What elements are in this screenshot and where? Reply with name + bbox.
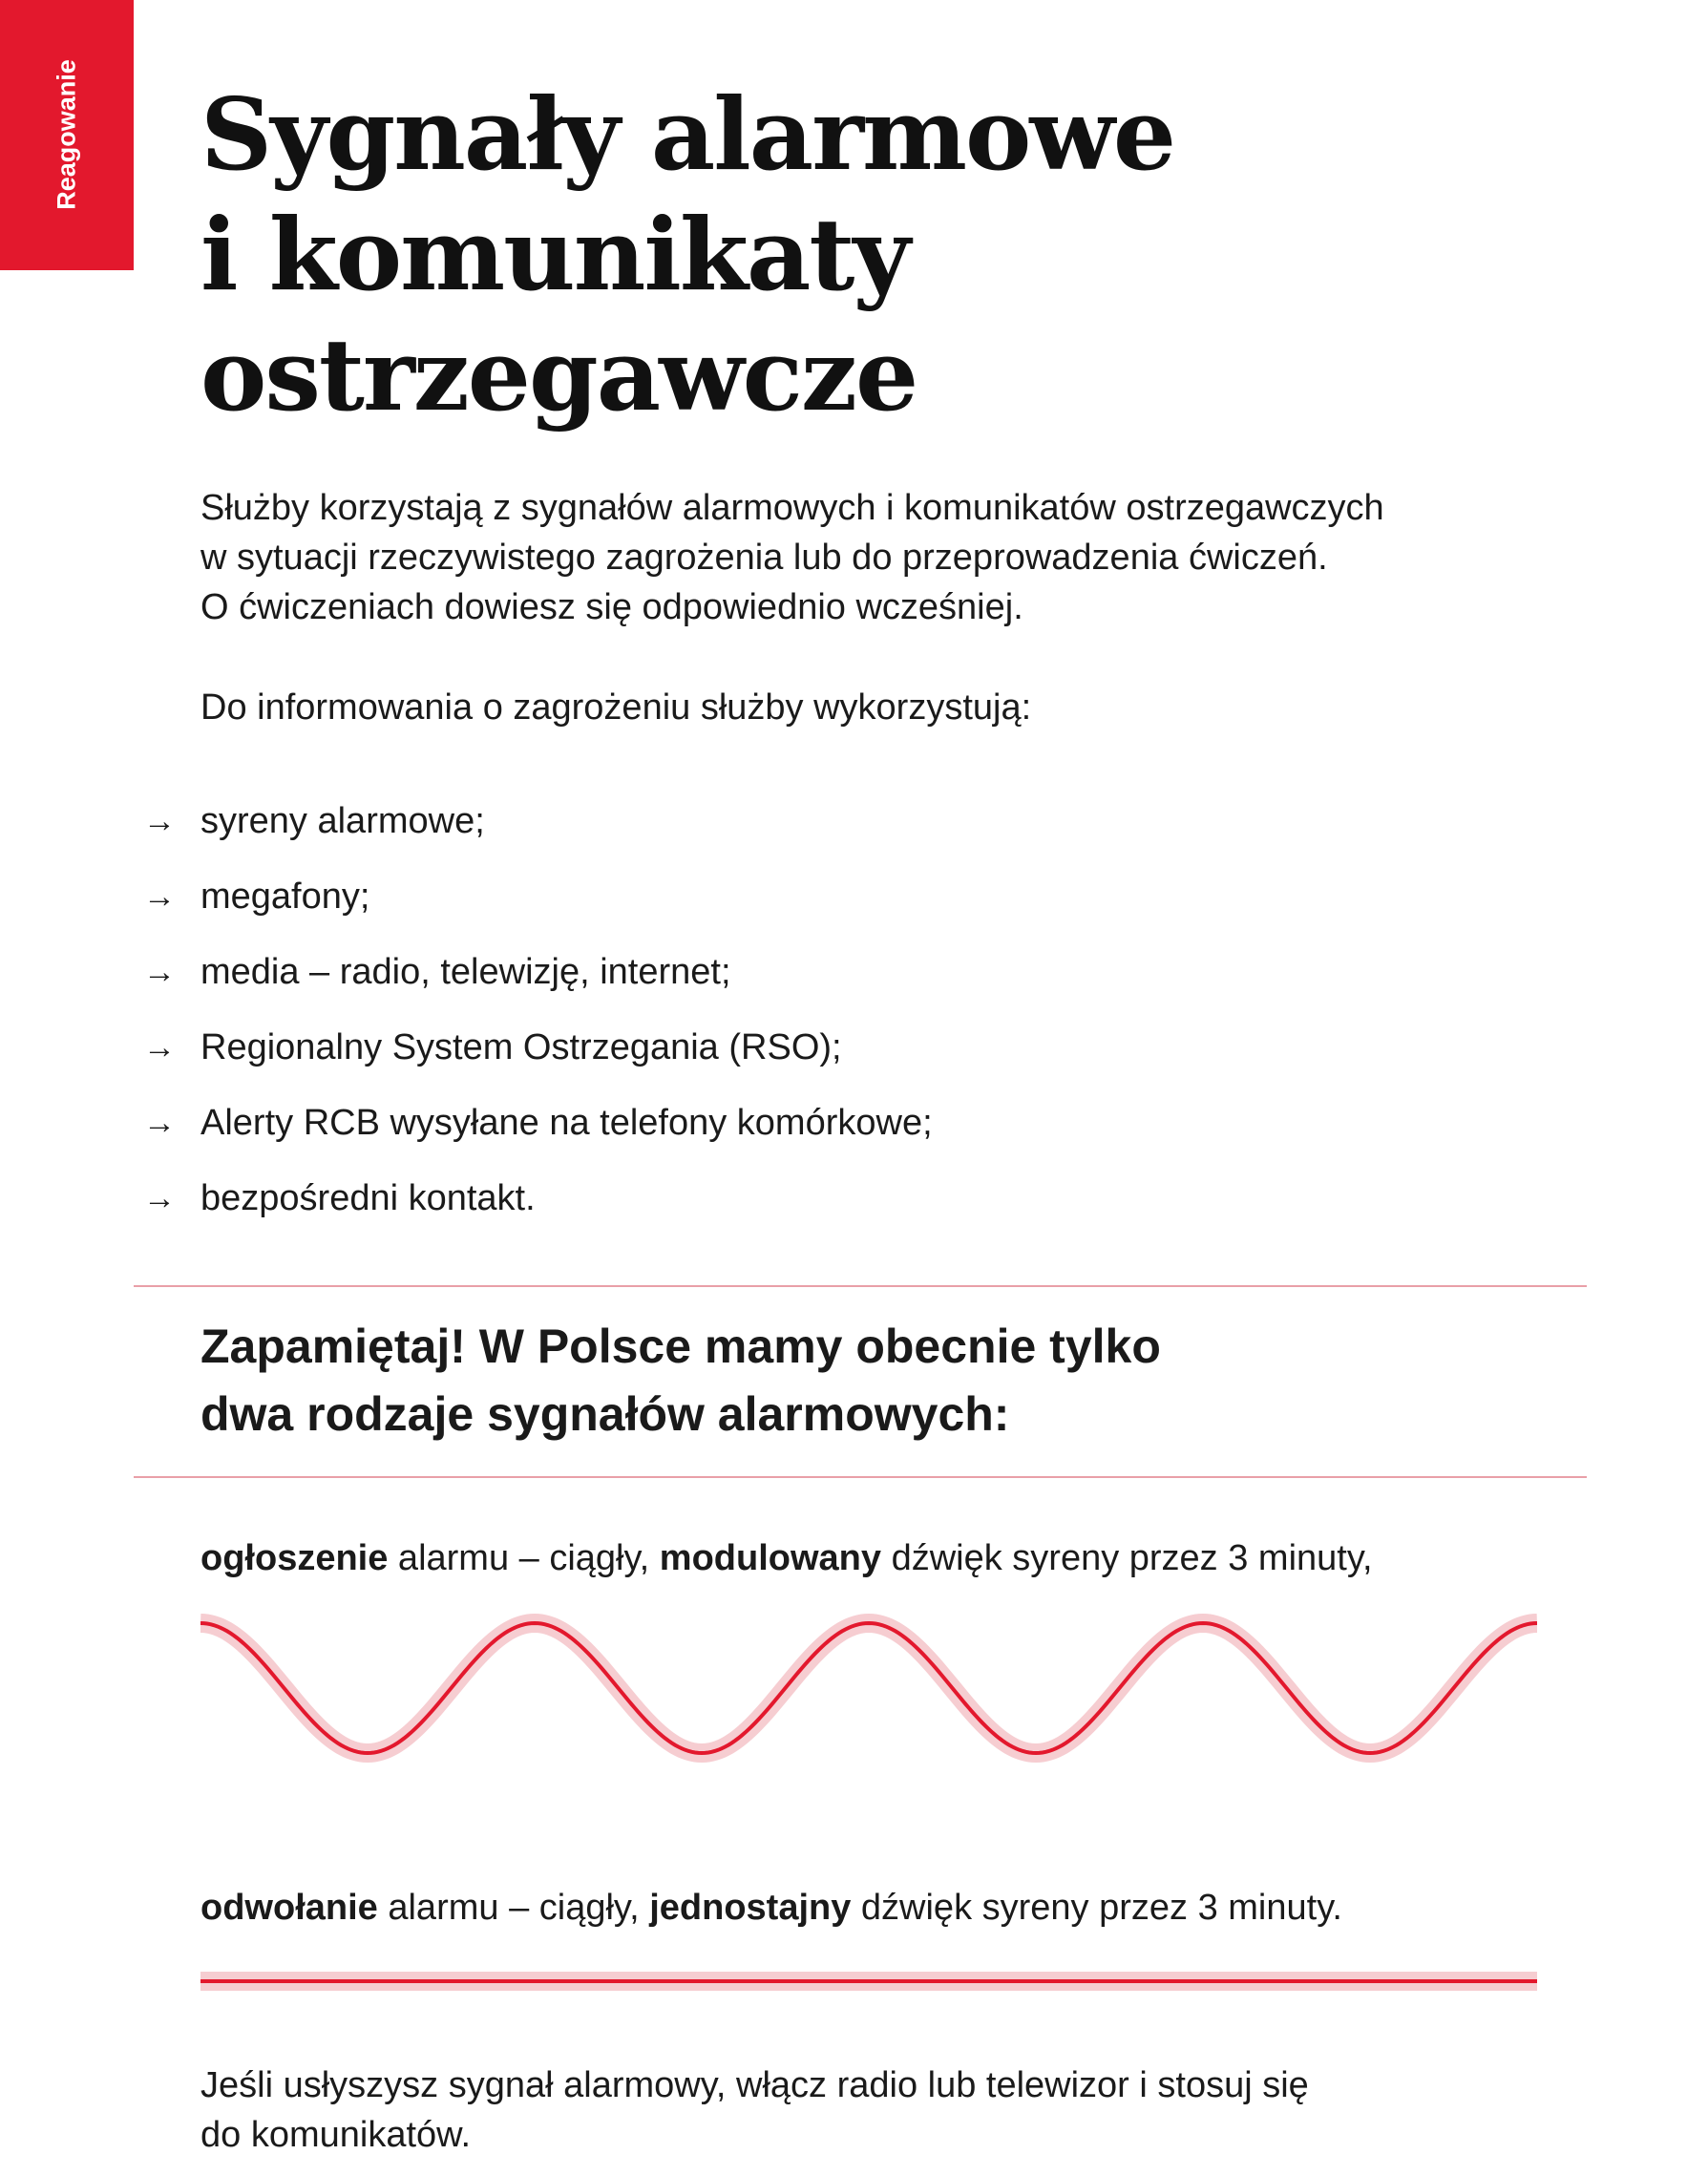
list-item <box>143 1160 933 1236</box>
section-tab-label: Reagowanie <box>52 59 81 210</box>
list-item <box>143 1009 933 1085</box>
modulated-signal-wave <box>200 1602 1537 1774</box>
list-item-text: Regionalny System Ostrzegania (RSO); <box>200 1026 842 1067</box>
intro-line: w sytuacji rzeczywistego zagrożenia lub do przeprowadzenia ćwiczeń. <box>200 538 1328 578</box>
divider-top <box>134 1285 1587 1287</box>
notice-line: Zapamiętaj! W Polsce mamy obecnie tylko <box>200 1320 1161 1373</box>
title-line: i komunikaty <box>200 196 909 313</box>
divider-bottom <box>134 1476 1587 1478</box>
arrow-right-icon: → <box>143 877 176 915</box>
list-item-text: megafony; <box>200 876 370 917</box>
cancellation-term: odwołanie <box>200 1888 378 1928</box>
channels-list <box>143 783 933 1236</box>
list-item <box>143 858 933 934</box>
list-item-text: media – radio, telewizję, internet; <box>200 951 731 992</box>
closing-paragraph <box>200 2060 1309 2160</box>
channels-lead: Do informowania o zagrożeniu służby wykorzystują: <box>200 687 1032 728</box>
closing-line: do komunikatów. <box>200 2115 472 2155</box>
announcement-emphasis: modulowany <box>659 1538 882 1578</box>
announcement-term: ogłoszenie <box>200 1538 389 1578</box>
list-item-text: syreny alarmowe; <box>200 800 485 841</box>
list-item <box>143 783 933 858</box>
list-item <box>143 934 933 1009</box>
arrow-right-icon: → <box>143 1104 176 1141</box>
list-item-text: bezpośredni kontakt. <box>200 1177 536 1218</box>
section-tab <box>0 0 134 270</box>
notice-heading <box>200 1313 1161 1448</box>
title-line: Sygnały alarmowe <box>200 75 1175 193</box>
announcement-description: ogłoszenie alarmu – ciągły, modulowany dźwięk syreny przez 3 minuty, <box>200 1538 1373 1578</box>
notice-line: dwa rodzaje sygnałów alarmowych: <box>200 1387 1010 1441</box>
arrow-right-icon: → <box>143 1028 176 1066</box>
cancellation-description: odwołanie alarmu – ciągły, jednostajny dźwięk syreny przez 3 minuty. <box>200 1888 1342 1928</box>
cancellation-emphasis: jednostajny <box>649 1888 852 1928</box>
intro-paragraph <box>200 483 1613 632</box>
title-line: ostrzegawcze <box>200 316 917 433</box>
wave-halo <box>200 1623 1537 1753</box>
steady-signal-line <box>200 1967 1537 1996</box>
list-item <box>143 1085 933 1160</box>
arrow-right-icon: → <box>143 1179 176 1216</box>
page-title <box>200 74 1174 435</box>
closing-line: Jeśli usłyszysz sygnał alarmowy, włącz radio lub telewizor i stosuj się <box>200 2065 1309 2105</box>
list-item-text: Alerty RCB wysyłane na telefony komórkowe; <box>200 1102 933 1143</box>
intro-line: Służby korzystają z sygnałów alarmowych i komunikatów ostrzegawczych <box>200 488 1384 528</box>
arrow-right-icon: → <box>143 953 176 990</box>
arrow-right-icon: → <box>143 802 176 839</box>
intro-line: O ćwiczeniach dowiesz się odpowiednio wcześniej. <box>200 587 1023 627</box>
